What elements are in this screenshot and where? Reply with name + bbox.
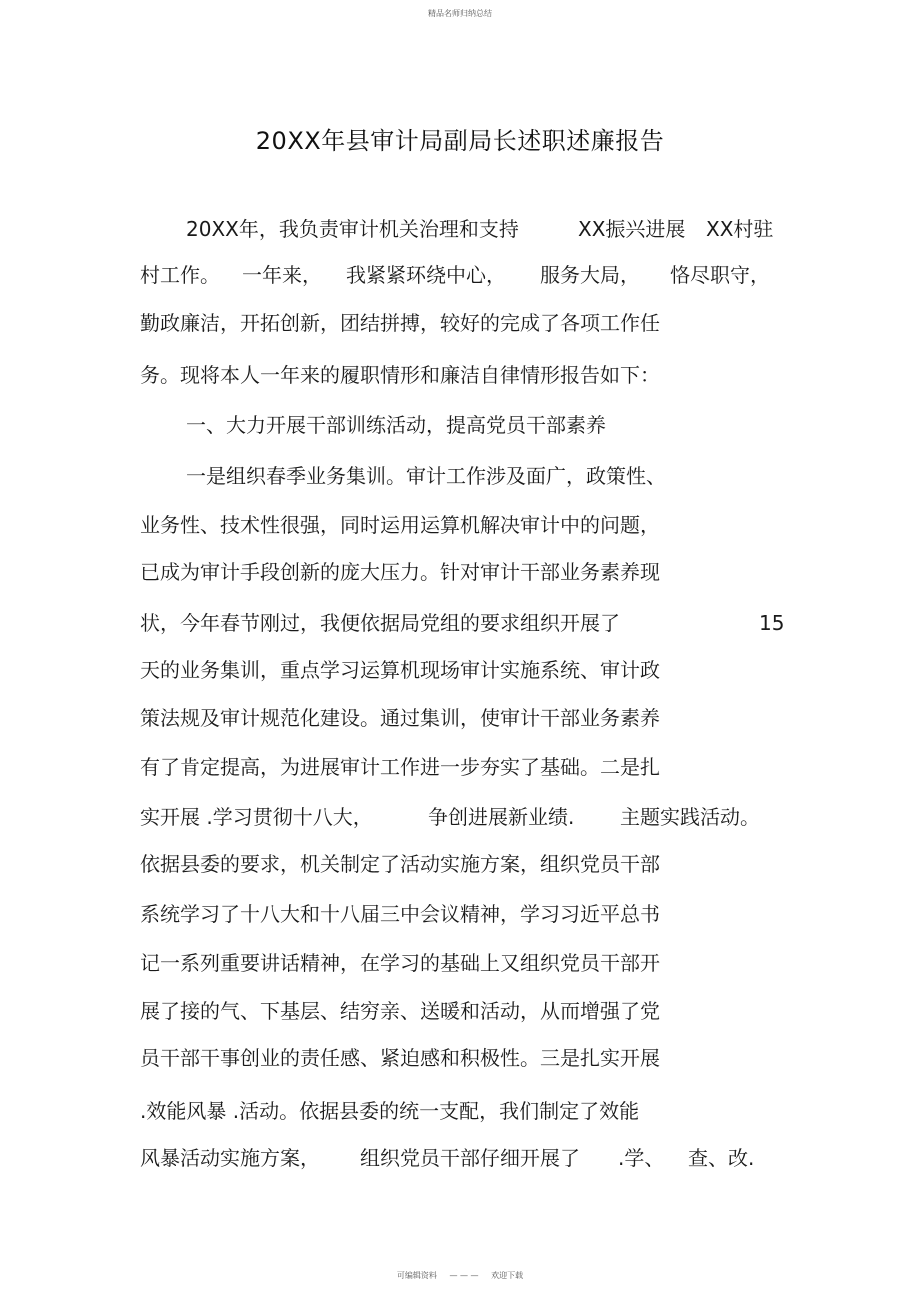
- line-20-part-c: .学、: [618, 1146, 665, 1170]
- body-line-10: 天的业务集训，重点学习运算机现场审计实施系统、审计政: [140, 658, 660, 682]
- line-13-part-b: 争创进展新业绩.: [428, 805, 575, 829]
- body-line-7: 业务性、技术性很强，同时运用运算机解决审计中的问题，: [140, 513, 660, 537]
- body-line-2: [140, 260, 790, 290]
- body-line-3: 勤政廉洁，开拓创新，团结拼搏，较好的完成了各项工作任: [140, 311, 660, 335]
- line-13-part-a: 实开展 .学习贯彻十八大，: [140, 805, 373, 829]
- line-2-part-b: 一年来，: [242, 263, 322, 287]
- footer-left: 可编辑资料: [396, 1271, 437, 1280]
- body-line-12: 有了肯定提高，为进展审计工作进一步夯实了基础。二是扎: [140, 755, 660, 779]
- body-line-17: 展了接的气、下基层、结穷亲、送暖和活动，从而增强了党: [140, 999, 660, 1023]
- line-20-part-a: 风暴活动实施方案，: [140, 1146, 320, 1170]
- line-2-part-c: 我紧紧环绕中心，: [346, 263, 506, 287]
- footer-note: [0, 1270, 920, 1281]
- body-line-19: .效能风暴 .活动。依据县委的统一支配，我们制定了效能: [140, 1099, 640, 1123]
- body-line-11: 策法规及审计规范化建设。通过集训，使审计干部业务素养: [140, 706, 660, 730]
- body-line-20: [140, 1143, 790, 1173]
- body-line-1: [186, 214, 774, 244]
- body-line-8: 已成为审计手段创新的庞大压力。针对审计干部业务素养现: [140, 560, 660, 584]
- header-note: 精品名师归纳总结: [428, 9, 492, 18]
- body-line-13: [140, 802, 790, 832]
- body-line-14: 依据县委的要求，机关制定了活动实施方案，组织党员干部: [140, 852, 660, 876]
- line-2-part-e: 恪尽职守，: [670, 263, 770, 287]
- footer-right: 欢迎下载: [491, 1271, 524, 1280]
- line-9-part-a: 状，今年春节刚过，我便依据局党组的要求组织开展了: [140, 611, 620, 635]
- body-line-9: [140, 608, 790, 638]
- line-1-part-a: 20XX年，我负责审计机关治理和支持: [186, 217, 519, 241]
- section-heading-1: 一、大力开展干部训练活动，提高党员干部素养: [186, 413, 606, 437]
- line-9-part-b: 15: [759, 611, 785, 635]
- line-20-part-d: 查、改.: [688, 1146, 755, 1170]
- line-13-part-c: 主题实践活动。: [620, 805, 760, 829]
- line-20-part-b: 组织党员干部仔细开展了: [360, 1146, 580, 1170]
- line-1-part-b: XX振兴进展: [578, 217, 686, 241]
- line-2-part-d: 服务大局，: [540, 263, 640, 287]
- body-line-6: 一是组织春季业务集训。审计工作涉及面广，政策性、: [186, 464, 666, 488]
- body-line-18: 员干部干事创业的责任感、紧迫感和积极性。三是扎实开展: [140, 1046, 660, 1070]
- line-2-part-a: 村工作。: [140, 263, 220, 287]
- page-title: 20XX年县审计局副局长述职述廉报告: [255, 127, 665, 155]
- footer-dashes: — — —: [449, 1271, 479, 1280]
- line-1-part-c: XX村驻: [706, 217, 774, 241]
- body-line-15: 系统学习了十八大和十八届三中会议精神，学习习近平总书: [140, 902, 660, 926]
- body-line-16: 记一系列重要讲话精神，在学习的基础上又组织党员干部开: [140, 951, 660, 975]
- body-line-4: 务。现将本人一年来的履职情形和廉洁自律情形报告如下：: [140, 363, 660, 387]
